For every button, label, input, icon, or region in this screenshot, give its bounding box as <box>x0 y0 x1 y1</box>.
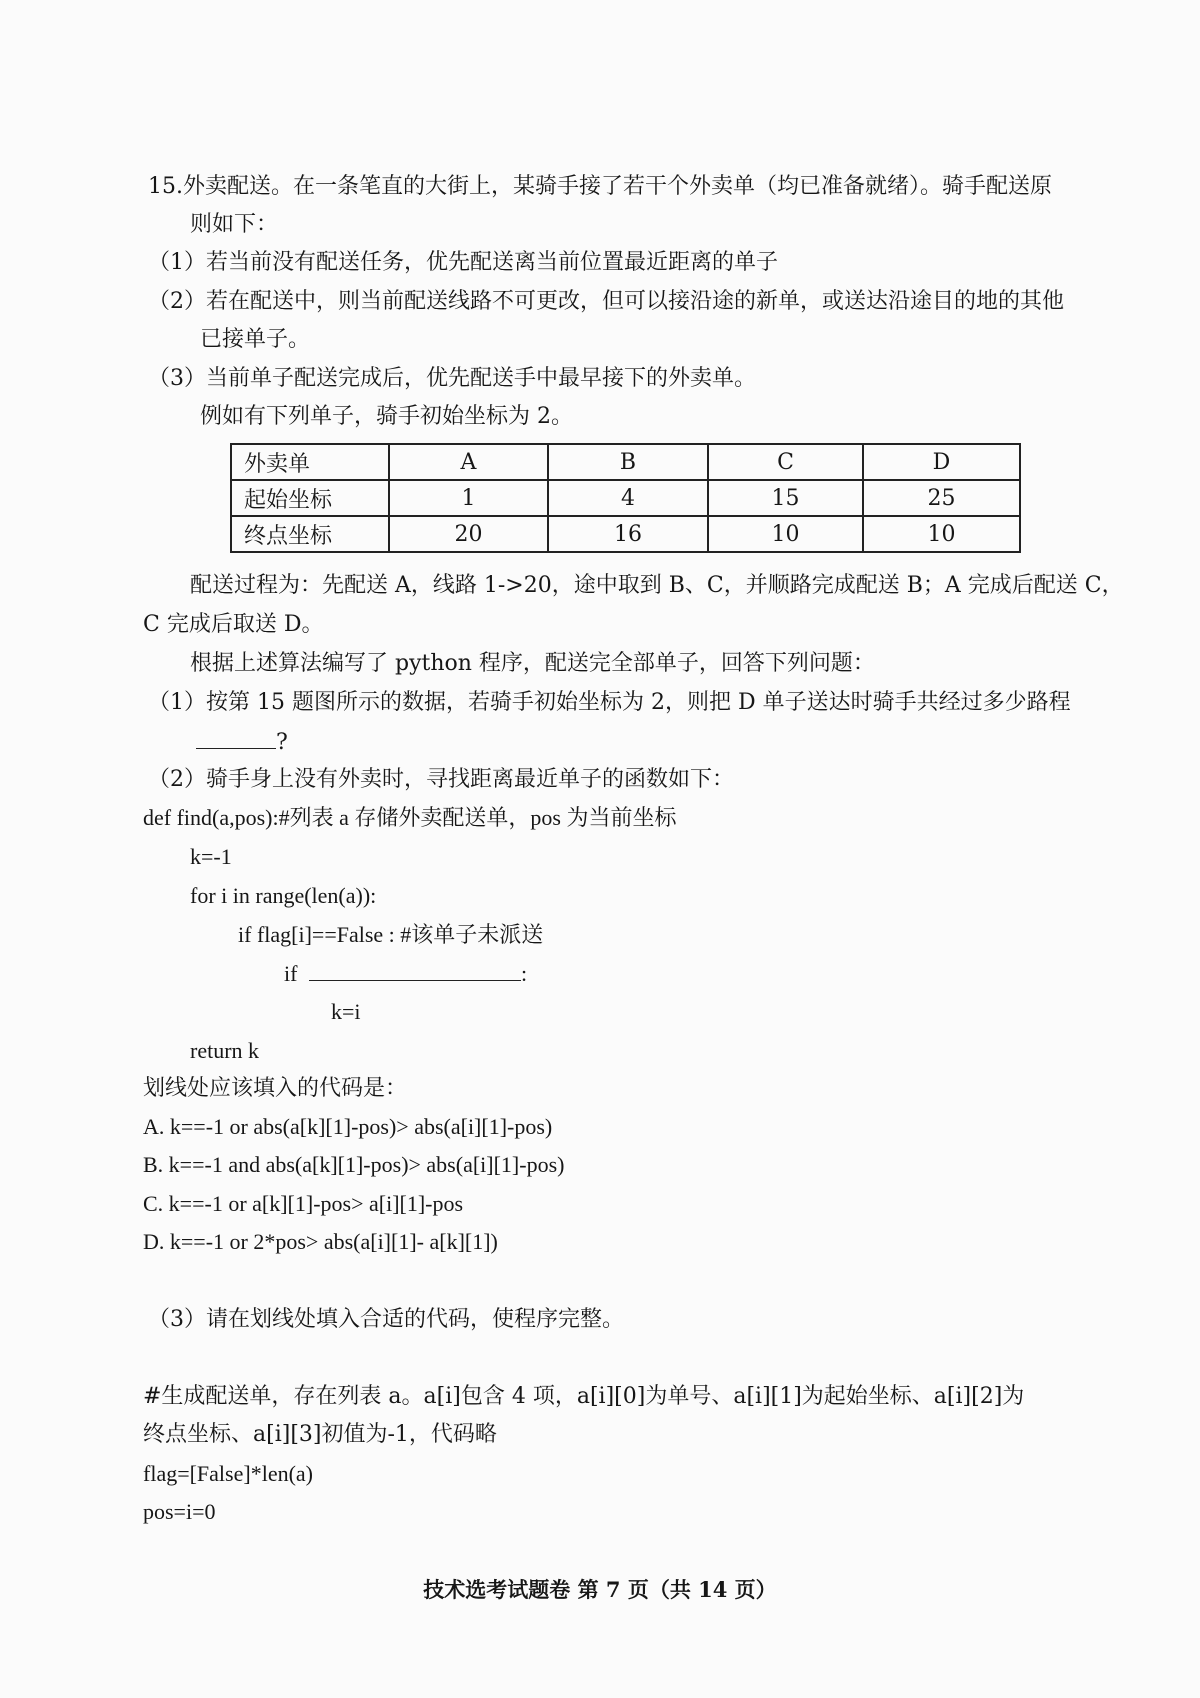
page-footer: 技术选考试题卷 第 7 页（共 14 页） <box>423 1577 777 1602</box>
q3-intro: （3）请在划线处填入合适的代码，使程序完整。 <box>148 1307 624 1332</box>
option-d[interactable]: D. k==-1 or 2*pos> abs(a[i][1]- a[k][1]) <box>143 1229 498 1254</box>
question-title-line1: 15.外卖配送。在一条笔直的大街上，某骑手接了若干个外卖单（均已准备就绪）。骑手配送原 <box>148 174 1052 199</box>
q1-suffix: ? <box>276 730 288 755</box>
table-cell: 10 <box>708 516 863 552</box>
rule-1: （1）若当前没有配送任务，优先配送离当前位置最近距离的单子 <box>148 250 778 275</box>
option-c[interactable]: C. k==-1 or a[k][1]-pos> a[i][1]-pos <box>143 1191 464 1216</box>
question-title-line2: 则如下： <box>190 212 279 237</box>
q3-comment-line2: 终点坐标、a[i][3]初值为-1，代码略 <box>143 1422 497 1447</box>
table-cell: 15 <box>708 480 863 516</box>
q2-prompt: 划线处应该填入的代码是： <box>143 1076 408 1101</box>
code-colon: : <box>520 961 528 986</box>
table-cell: D <box>863 444 1020 480</box>
rule-2-line1: （2）若在配送中，则当前配送线路不可更改，但可以接沿途的新单，或送达沿途目的地的其他 <box>148 289 1065 314</box>
table-cell: 起始坐标 <box>231 480 389 516</box>
code-line-4: if flag[i]==False : #该单子未派送 <box>238 922 544 947</box>
table-cell: 终点坐标 <box>231 516 389 552</box>
q1-answer-blank[interactable] <box>196 726 276 749</box>
table-cell: 4 <box>548 480 708 516</box>
option-a[interactable]: A. k==-1 or abs(a[k][1]-pos)> abs(a[i][1]-pos) <box>143 1114 553 1139</box>
example-text: 例如有下列单子，骑手初始坐标为 2。 <box>200 404 573 429</box>
code-line-1: def find(a,pos):#列表 a 存储外卖配送单，pos 为当前坐标 <box>143 805 677 830</box>
q1-answer-line <box>196 726 288 758</box>
table-cell: 外卖单 <box>231 444 389 480</box>
rule-3: （3）当前单子配送完成后，优先配送手中最早接下的外卖单。 <box>148 366 756 391</box>
code-line-5 <box>284 958 527 989</box>
process-line2: C 完成后取送 D。 <box>143 612 324 637</box>
q2-code-blank[interactable] <box>309 958 521 981</box>
table-row <box>231 516 1020 552</box>
q3-comment-line1: #生成配送单，存在列表 a。a[i]包含 4 项，a[i][0]为单号、a[i][1]为起始坐标、a[i][2]为 <box>143 1384 1025 1409</box>
process-line3: 根据上述算法编写了 python 程序，配送完全部单子，回答下列问题： <box>190 651 875 676</box>
table-cell: 1 <box>389 480 548 516</box>
table-cell: 20 <box>389 516 548 552</box>
code-if-keyword: if <box>284 961 298 986</box>
code-line-6: k=i <box>331 999 361 1024</box>
process-line1: 配送过程为：先配送 A，线路 1->20，途中取到 B、C，并顺路完成配送 B；A 完成后配送 C， <box>190 573 1124 598</box>
option-b[interactable]: B. k==-1 and abs(a[k][1]-pos)> abs(a[i][1]-pos) <box>143 1152 565 1177</box>
rule-2-line2: 已接单子。 <box>200 327 311 352</box>
q2-intro: （2）骑手身上没有外卖时，寻找距离最近单子的函数如下： <box>148 767 734 792</box>
table-cell: 16 <box>548 516 708 552</box>
q1-text: （1）按第 15 题图所示的数据，若骑手初始坐标为 2，则把 D 单子送达时骑手共经过多少路程 <box>148 690 1071 715</box>
orders-table <box>230 443 1021 553</box>
table-cell: 25 <box>863 480 1020 516</box>
code-line-3: for i in range(len(a)): <box>190 883 377 908</box>
table-cell: 10 <box>863 516 1020 552</box>
table-cell: A <box>389 444 548 480</box>
table-row <box>231 480 1020 516</box>
table-cell: C <box>708 444 863 480</box>
q3-code-line2: pos=i=0 <box>143 1499 216 1524</box>
q3-code-line1: flag=[False]*len(a) <box>143 1461 313 1486</box>
table-cell: B <box>548 444 708 480</box>
code-line-7: return k <box>190 1038 260 1063</box>
table-header-row <box>231 444 1020 480</box>
code-line-2: k=-1 <box>190 844 232 869</box>
